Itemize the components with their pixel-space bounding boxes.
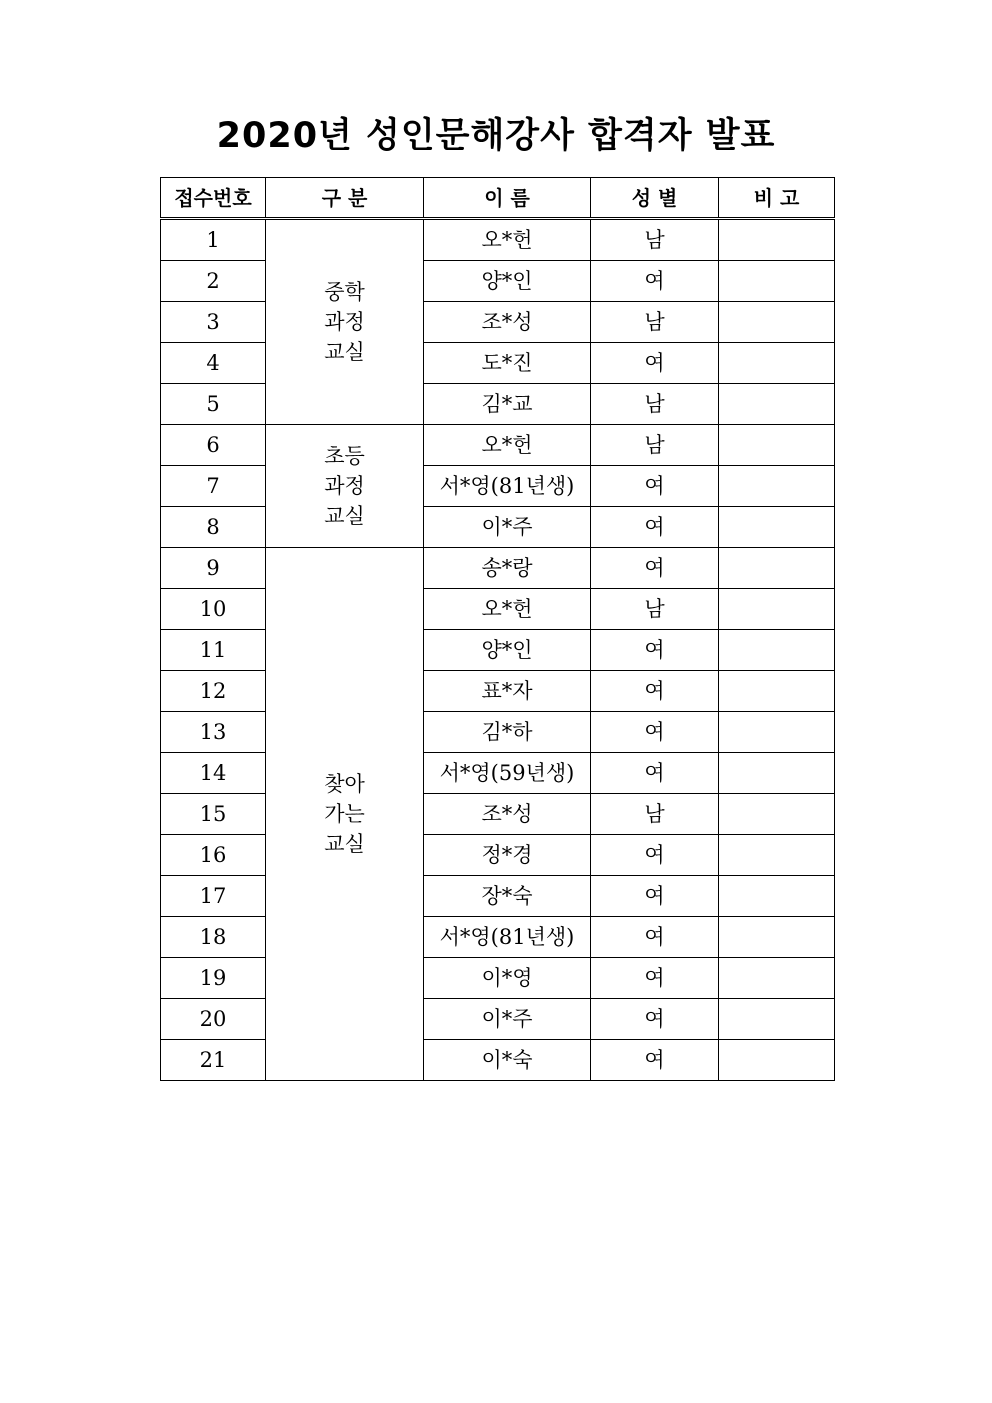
- header-note: 비 고: [719, 178, 835, 219]
- table-row: [161, 958, 835, 999]
- cell-note: [719, 958, 835, 999]
- cell-number: 2: [161, 261, 266, 302]
- cell-number: 12: [161, 671, 266, 712]
- cell-number: 17: [161, 876, 266, 917]
- cell-name: 양*인: [424, 630, 591, 671]
- cell-name: 이*주: [424, 507, 591, 548]
- cell-gender: 여: [591, 1040, 719, 1081]
- cell-note: [719, 343, 835, 384]
- table-header-row: [161, 178, 835, 219]
- table-row: [161, 1040, 835, 1081]
- cell-gender: 여: [591, 507, 719, 548]
- cell-name: 정*경: [424, 835, 591, 876]
- cell-name: 송*랑: [424, 548, 591, 589]
- header-division: 구 분: [266, 178, 424, 219]
- table-row: [161, 548, 835, 589]
- cell-number: 7: [161, 466, 266, 507]
- cell-note: [719, 1040, 835, 1081]
- results-table: [160, 177, 835, 1081]
- cell-gender: 남: [591, 794, 719, 835]
- cell-gender: 여: [591, 466, 719, 507]
- table-row: [161, 384, 835, 425]
- cell-name: 이*숙: [424, 1040, 591, 1081]
- header-gender: 성 별: [591, 178, 719, 219]
- cell-note: [719, 753, 835, 794]
- table-body: [161, 219, 835, 1081]
- division-label: 찾아가는교실: [324, 772, 365, 856]
- cell-note: [719, 876, 835, 917]
- cell-name: 도*진: [424, 343, 591, 384]
- cell-number: 1: [161, 219, 266, 261]
- cell-division: [266, 548, 424, 1081]
- cell-note: [719, 302, 835, 343]
- division-label: 초등과정교실: [324, 444, 365, 528]
- cell-number: 16: [161, 835, 266, 876]
- cell-gender: 여: [591, 671, 719, 712]
- cell-division: [266, 219, 424, 425]
- table-row: [161, 712, 835, 753]
- cell-note: [719, 507, 835, 548]
- cell-gender: 여: [591, 958, 719, 999]
- cell-number: 11: [161, 630, 266, 671]
- cell-number: 14: [161, 753, 266, 794]
- division-label: 중학과정교실: [324, 280, 365, 364]
- table-row: [161, 425, 835, 466]
- cell-gender: 남: [591, 219, 719, 261]
- cell-gender: 여: [591, 876, 719, 917]
- cell-name: 오*헌: [424, 219, 591, 261]
- cell-name: 오*헌: [424, 425, 591, 466]
- cell-gender: 남: [591, 589, 719, 630]
- cell-note: [719, 794, 835, 835]
- cell-gender: 남: [591, 425, 719, 466]
- cell-gender: 여: [591, 835, 719, 876]
- cell-number: 10: [161, 589, 266, 630]
- cell-name: 조*성: [424, 302, 591, 343]
- cell-number: 4: [161, 343, 266, 384]
- cell-note: [719, 466, 835, 507]
- cell-name: 이*주: [424, 999, 591, 1040]
- cell-number: 8: [161, 507, 266, 548]
- cell-gender: 남: [591, 302, 719, 343]
- cell-number: 19: [161, 958, 266, 999]
- cell-number: 18: [161, 917, 266, 958]
- cell-gender: 여: [591, 261, 719, 302]
- cell-note: [719, 917, 835, 958]
- cell-gender: 여: [591, 712, 719, 753]
- table-row: [161, 507, 835, 548]
- cell-number: 3: [161, 302, 266, 343]
- table-row: [161, 753, 835, 794]
- cell-name: 양*인: [424, 261, 591, 302]
- cell-gender: 여: [591, 753, 719, 794]
- table-row: [161, 835, 835, 876]
- cell-gender: 남: [591, 384, 719, 425]
- cell-number: 20: [161, 999, 266, 1040]
- cell-name: 이*영: [424, 958, 591, 999]
- cell-name: 서*영(81년생): [424, 466, 591, 507]
- cell-note: [719, 712, 835, 753]
- cell-number: 15: [161, 794, 266, 835]
- cell-note: [719, 589, 835, 630]
- cell-note: [719, 425, 835, 466]
- cell-note: [719, 999, 835, 1040]
- table-row: [161, 343, 835, 384]
- cell-note: [719, 384, 835, 425]
- cell-note: [719, 219, 835, 261]
- cell-name: 장*숙: [424, 876, 591, 917]
- cell-note: [719, 630, 835, 671]
- cell-name: 김*교: [424, 384, 591, 425]
- table-row: [161, 917, 835, 958]
- table-row: [161, 219, 835, 261]
- cell-note: [719, 548, 835, 589]
- table-row: [161, 630, 835, 671]
- cell-note: [719, 835, 835, 876]
- header-name: 이 름: [424, 178, 591, 219]
- table-row: [161, 589, 835, 630]
- table-row: [161, 466, 835, 507]
- cell-number: 6: [161, 425, 266, 466]
- cell-note: [719, 671, 835, 712]
- cell-name: 조*성: [424, 794, 591, 835]
- cell-name: 김*하: [424, 712, 591, 753]
- header-number: 접수번호: [161, 178, 266, 219]
- cell-note: [719, 261, 835, 302]
- cell-name: 오*헌: [424, 589, 591, 630]
- page-title: 2020년 성인문해강사 합격자 발표: [216, 116, 776, 156]
- cell-gender: 여: [591, 917, 719, 958]
- cell-name: 표*자: [424, 671, 591, 712]
- table-row: [161, 876, 835, 917]
- cell-gender: 여: [591, 343, 719, 384]
- cell-number: 13: [161, 712, 266, 753]
- cell-gender: 여: [591, 630, 719, 671]
- cell-gender: 여: [591, 548, 719, 589]
- cell-division: [266, 425, 424, 548]
- cell-name: 서*영(59년생): [424, 753, 591, 794]
- table-row: [161, 671, 835, 712]
- table-row: [161, 261, 835, 302]
- cell-gender: 여: [591, 999, 719, 1040]
- table-row: [161, 302, 835, 343]
- cell-name: 서*영(81년생): [424, 917, 591, 958]
- cell-number: 5: [161, 384, 266, 425]
- cell-number: 9: [161, 548, 266, 589]
- table-row: [161, 999, 835, 1040]
- table-row: [161, 794, 835, 835]
- cell-number: 21: [161, 1040, 266, 1081]
